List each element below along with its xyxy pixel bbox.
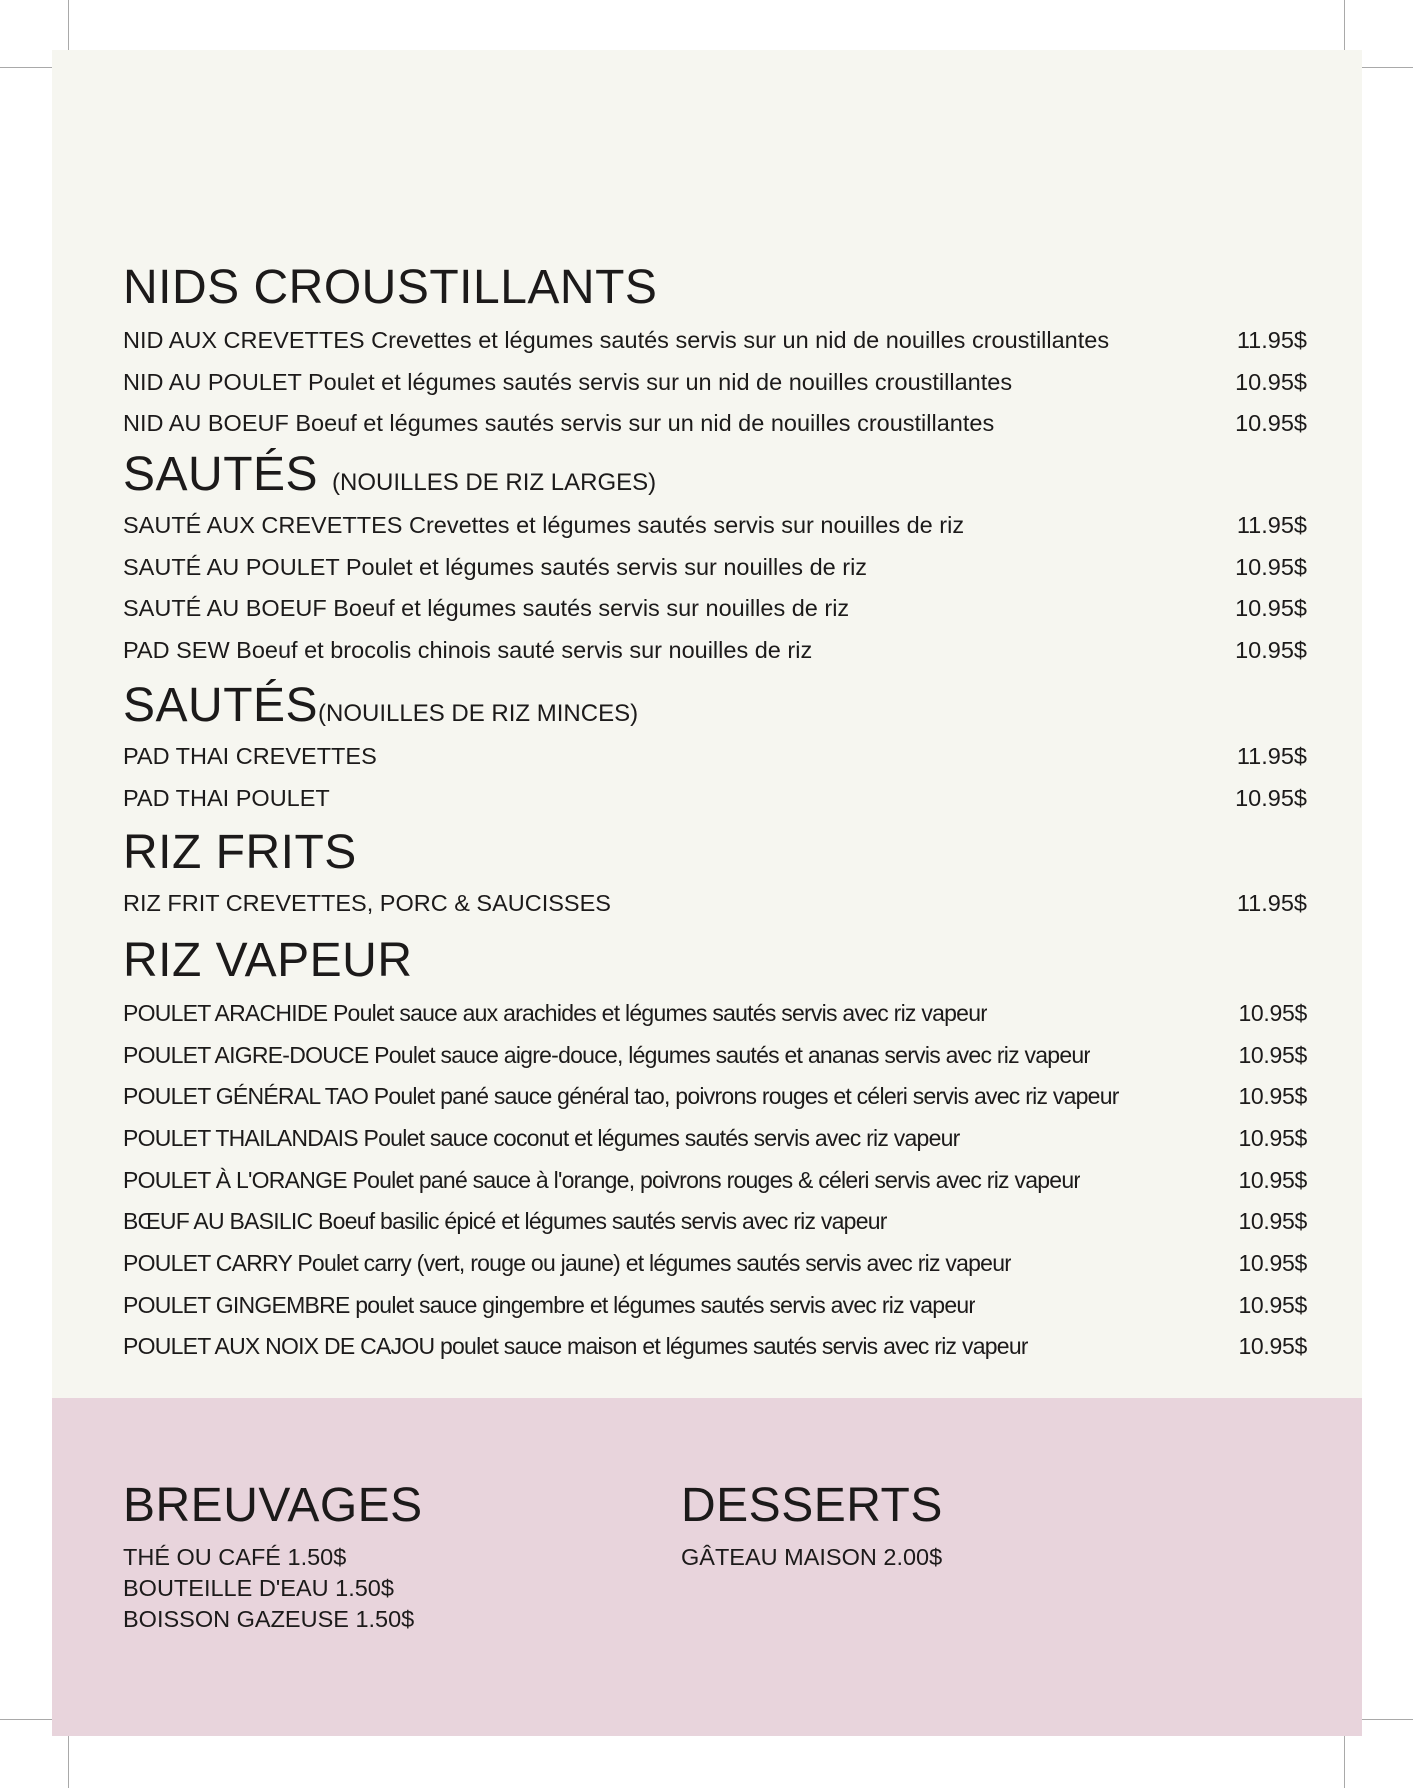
section-title: RIZ FRITS (123, 826, 357, 880)
desserts-section (681, 1478, 943, 1573)
item-price: 10.95$ (1238, 1124, 1307, 1151)
menu-main (123, 260, 1307, 1368)
item-description: BŒUF AU BASILIC Boeuf basilic épicé et légumes sautés servis avec riz vapeur (123, 1208, 887, 1235)
item-price: 10.95$ (1238, 1041, 1307, 1068)
item-price: 11.95$ (1236, 327, 1307, 353)
item-description: PAD THAI POULET (123, 784, 330, 811)
item-price: 11.95$ (1236, 890, 1307, 917)
menu-item (123, 320, 1307, 362)
section-riz-frits (123, 825, 1307, 925)
section-sautes-larges (123, 447, 1307, 672)
section-title: DESSERTS (681, 1479, 943, 1532)
crop-mark (1344, 1734, 1345, 1788)
item-description: POULET AUX NOIX DE CAJOU poulet sauce maison et légumes sautés servis avec riz vapeur (123, 1333, 1028, 1360)
item-description: NID AUX CREVETTES Crevettes et légumes sautés servis sur un nid de nouilles croustillantes (123, 327, 1110, 353)
section-title: RIZ VAPEUR (123, 933, 413, 987)
item-price: 10.95$ (1235, 784, 1307, 811)
menu-item (123, 1243, 1307, 1285)
item-price: 10.95$ (1235, 368, 1307, 395)
item-price: 10.95$ (1235, 637, 1307, 664)
menu-item (123, 547, 1307, 589)
drink-item: BOISSON GAZEUSE 1.50$ (123, 1606, 415, 1632)
crop-mark (1359, 1719, 1413, 1720)
crop-mark (68, 0, 69, 54)
menu-item (123, 883, 1307, 925)
item-price: 10.95$ (1235, 553, 1307, 580)
item-price: 10.95$ (1238, 999, 1307, 1026)
footer-band (52, 1398, 1362, 1736)
item-description: POULET ARACHIDE Poulet sauce aux arachides et légumes sautés servis avec riz vapeur (123, 999, 988, 1026)
item-price: 10.95$ (1235, 595, 1307, 622)
menu-item (123, 1118, 1307, 1160)
item-description: PAD SEW Boeuf et brocolis chinois sauté servis sur nouilles de riz (123, 637, 813, 664)
section-subtitle: (NOUILLES DE RIZ MINCES) (318, 699, 639, 727)
section-title: BREUVAGES (123, 1479, 423, 1532)
item-price: 11.95$ (1236, 512, 1307, 539)
item-description: POULET CARRY Poulet carry (vert, rouge ou jaune) et légumes sautés servis avec riz vapeur (123, 1250, 1012, 1276)
section-subtitle: (NOUILLES DE RIZ LARGES) (332, 469, 657, 497)
menu-item (123, 362, 1307, 404)
item-description: NID AU BOEUF Boeuf et légumes sautés servis sur un nid de nouilles croustillantes (123, 410, 995, 437)
menu-item (123, 1035, 1307, 1077)
drink-item: THÉ OU CAFÉ 1.50$ (123, 1544, 347, 1570)
item-price: 10.95$ (1238, 1250, 1307, 1276)
section-nids-croustillants (123, 260, 1307, 445)
item-description: RIZ FRIT CREVETTES, PORC & SAUCISSES (123, 890, 611, 917)
item-description: POULET GÉNÉRAL TAO Poulet pané sauce général tao, poivrons rouges et céleri servis avec riz vapeur (123, 1083, 1119, 1110)
menu-item (123, 588, 1307, 630)
crop-mark (1344, 0, 1345, 54)
menu-item (123, 1201, 1307, 1243)
menu-page (52, 50, 1362, 1736)
menu-item (123, 403, 1307, 445)
section-title: SAUTÉS (NOUILLES DE RIZ LARGES) (123, 448, 657, 502)
item-description: PAD THAI CREVETTES (123, 742, 377, 769)
menu-item (123, 993, 1307, 1035)
item-price: 10.95$ (1238, 1291, 1307, 1318)
item-description: SAUTÉ AU BOEUF Boeuf et légumes sautés servis sur nouilles de riz (123, 595, 850, 622)
menu-item (123, 1076, 1307, 1118)
section-riz-vapeur (123, 933, 1307, 1368)
drink-item: BOUTEILLE D'EAU 1.50$ (123, 1575, 394, 1601)
section-title: NIDS CROUSTILLANTS (123, 261, 658, 314)
item-price: 10.95$ (1238, 1166, 1307, 1193)
item-description: SAUTÉ AU POULET Poulet et légumes sautés servis sur nouilles de riz (123, 553, 868, 580)
item-description: POULET AIGRE-DOUCE Poulet sauce aigre-douce, légumes sautés et ananas servis avec riz vapeur (123, 1041, 1091, 1068)
item-description: POULET THAILANDAIS Poulet sauce coconut et légumes sautés servis avec riz vapeur (123, 1124, 960, 1151)
section-sautes-minces (123, 678, 1307, 819)
item-description: POULET À L'ORANGE Poulet pané sauce à l'orange, poivrons rouges & céleri servis avec riz vapeur (123, 1166, 1081, 1193)
menu-item (123, 630, 1307, 672)
menu-item (123, 778, 1307, 820)
item-price: 10.95$ (1238, 1333, 1307, 1360)
item-price: 10.95$ (1235, 410, 1307, 437)
breuvages-section (123, 1478, 423, 1635)
menu-item (123, 1326, 1307, 1368)
item-price: 10.95$ (1238, 1083, 1307, 1110)
crop-mark (1359, 67, 1413, 68)
item-price: 10.95$ (1238, 1208, 1307, 1235)
crop-mark (0, 1719, 54, 1720)
crop-mark (0, 67, 54, 68)
item-description: SAUTÉ AUX CREVETTES Crevettes et légumes sautés servis sur nouilles de riz (123, 512, 965, 539)
item-description: POULET GINGEMBRE poulet sauce gingembre et légumes sautés servis avec riz vapeur (123, 1291, 976, 1318)
crop-mark (68, 1734, 69, 1788)
item-description: NID AU POULET Poulet et légumes sautés servis sur un nid de nouilles croustillantes (123, 368, 1013, 395)
item-price: 11.95$ (1236, 742, 1307, 769)
section-title: SAUTÉS(NOUILLES DE RIZ MINCES) (123, 678, 639, 732)
dessert-item: GÂTEAU MAISON 2.00$ (681, 1544, 943, 1570)
menu-item (123, 505, 1307, 547)
menu-item (123, 1160, 1307, 1202)
menu-item (123, 736, 1307, 778)
menu-item (123, 1285, 1307, 1327)
